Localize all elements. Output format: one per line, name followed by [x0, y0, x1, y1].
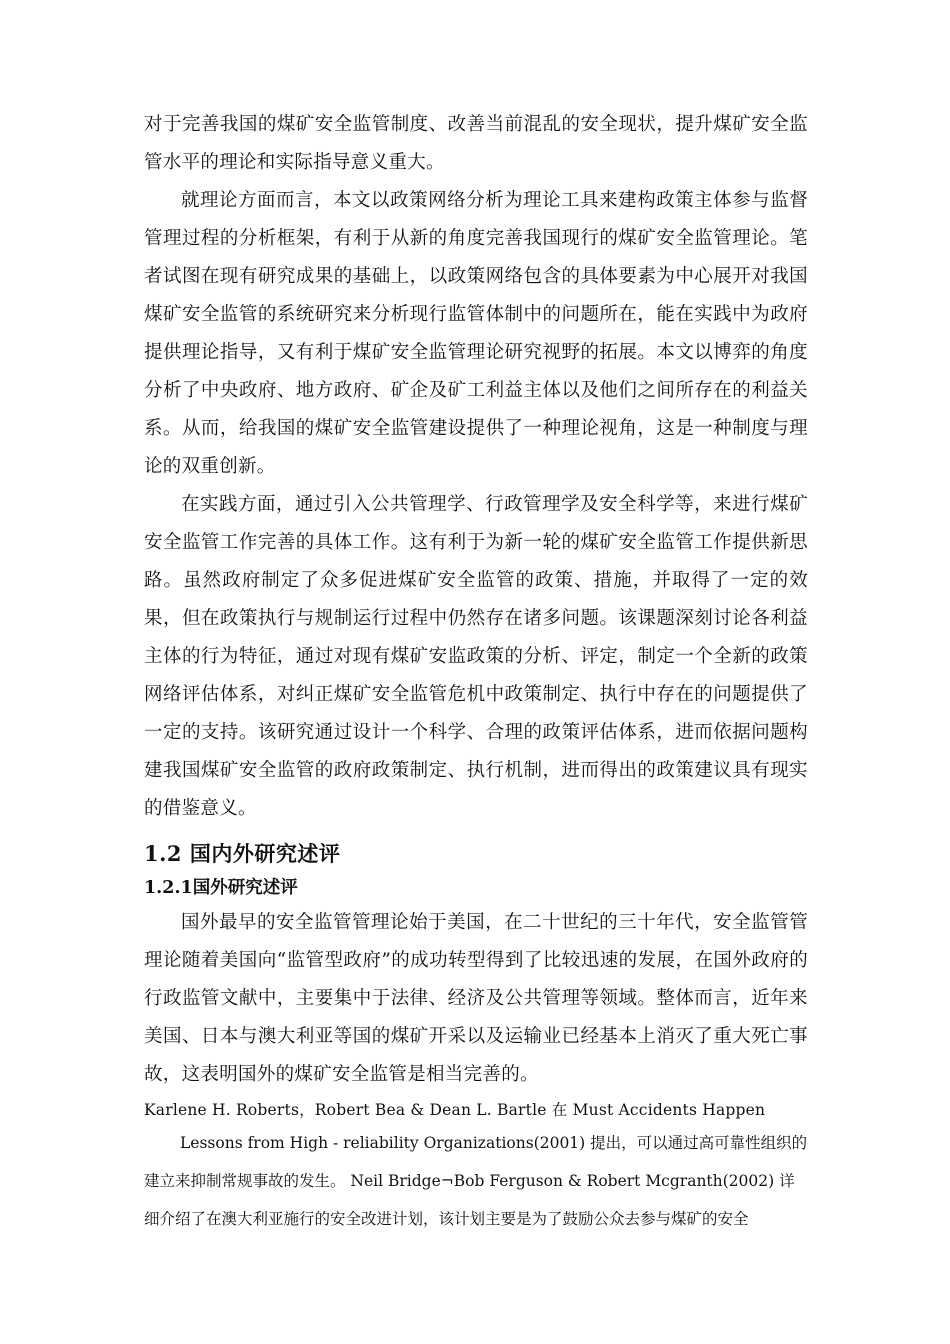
paragraph-practice: 在实践方面，通过引入公共管理学、行政管理学及安全科学等，来进行煤矿安全监管工作完善的具体工作。这有利于为新一轮的煤矿安全监管工作提供新思路。虽然政府制定了众多促进煤矿安全监管的政策、措施，并取得了一定的效果，但在政策执行与规制运行过程中仍然存在诸多问题。该课题深刻讨论各利益主体的行为特征，通过对现有煤矿安监政策的分析、评定，制定一个全新的政策网络评估体系，对纠正煤矿安全监管危机中政策制定、执行中存在的问题提供了一定的支持。该研究通过设计一个科学、合理的政策评估体系，进而依据问题构建我国煤矿安全监管的政府政策制定、执行机制，进而得出的政策建议具有现实的借鉴意义。: [144, 494, 808, 819]
paragraph-theory: 就理论方面而言，本文以政策网络分析为理论工具来建构政策主体参与监督管理过程的分析框架，有利于从新的角度完善我国现行的煤矿安全监管理论。笔者试图在现有研究成果的基础上，以政策网络包含的具体要素为中心展开对我国煤矿安全监管的系统研究来分析现行监管体制中的问题所在，能在实践中为政府提供理论指导，又有利于煤矿安全监管理论研究视野的拓展。本文以博弈的角度分析了中央政府、地方政府、矿企及矿工利益主体以及他们之间所存在的利益关系。从而，给我国的煤矿安全监管建设提供了一种理论视角，这是一种制度与理论的双重创新。: [144, 190, 808, 477]
reference-line-4: 细介绍了在澳大利亚施行的安全改进计划，该计划主要是为了鼓励公众去参与煤矿的安全: [144, 1210, 749, 1228]
paragraph-foreign-review: 国外最早的安全监管管理论始于美国，在二十世纪的三十年代，安全监管管理论随着美国向“监管型政府”的成功转型得到了比较迅速的发展，在国外政府的行政监管文献中，主要集中于法律、经济及公共管理等领域。整体而言，近年来美国、日本与澳大利亚等国的煤矿开采以及运输业已经基本上消灭了重大死亡事故，这表明国外的煤矿安全监管是相当完善的。: [144, 912, 808, 1085]
subsection-heading: 1.2.1国外研究述评: [144, 878, 298, 898]
section-heading: 1.2 国内外研究述评: [144, 841, 341, 866]
reference-line-3: 建立来抑制常规事故的发生。 Neil Bridge¬Bob Ferguson & Robert Mcgranth(2002) 详: [144, 1172, 795, 1190]
document-page: [144, 106, 808, 1238]
reference-paragraph: [144, 1096, 808, 1238]
reference-line-1: Karlene H. Roberts，Robert Bea & Dean L. Bartle 在 Must Accidents Happen: [144, 1101, 766, 1119]
paragraph-significance: 对于完善我国的煤矿安全监管制度、改善当前混乱的安全现状，提升煤矿安全监管水平的理论和实际指导意义重大。: [144, 114, 808, 173]
reference-line-2: Lessons from High - reliability Organizations(2001) 提出，可以通过高可靠性组织的: [180, 1134, 808, 1152]
